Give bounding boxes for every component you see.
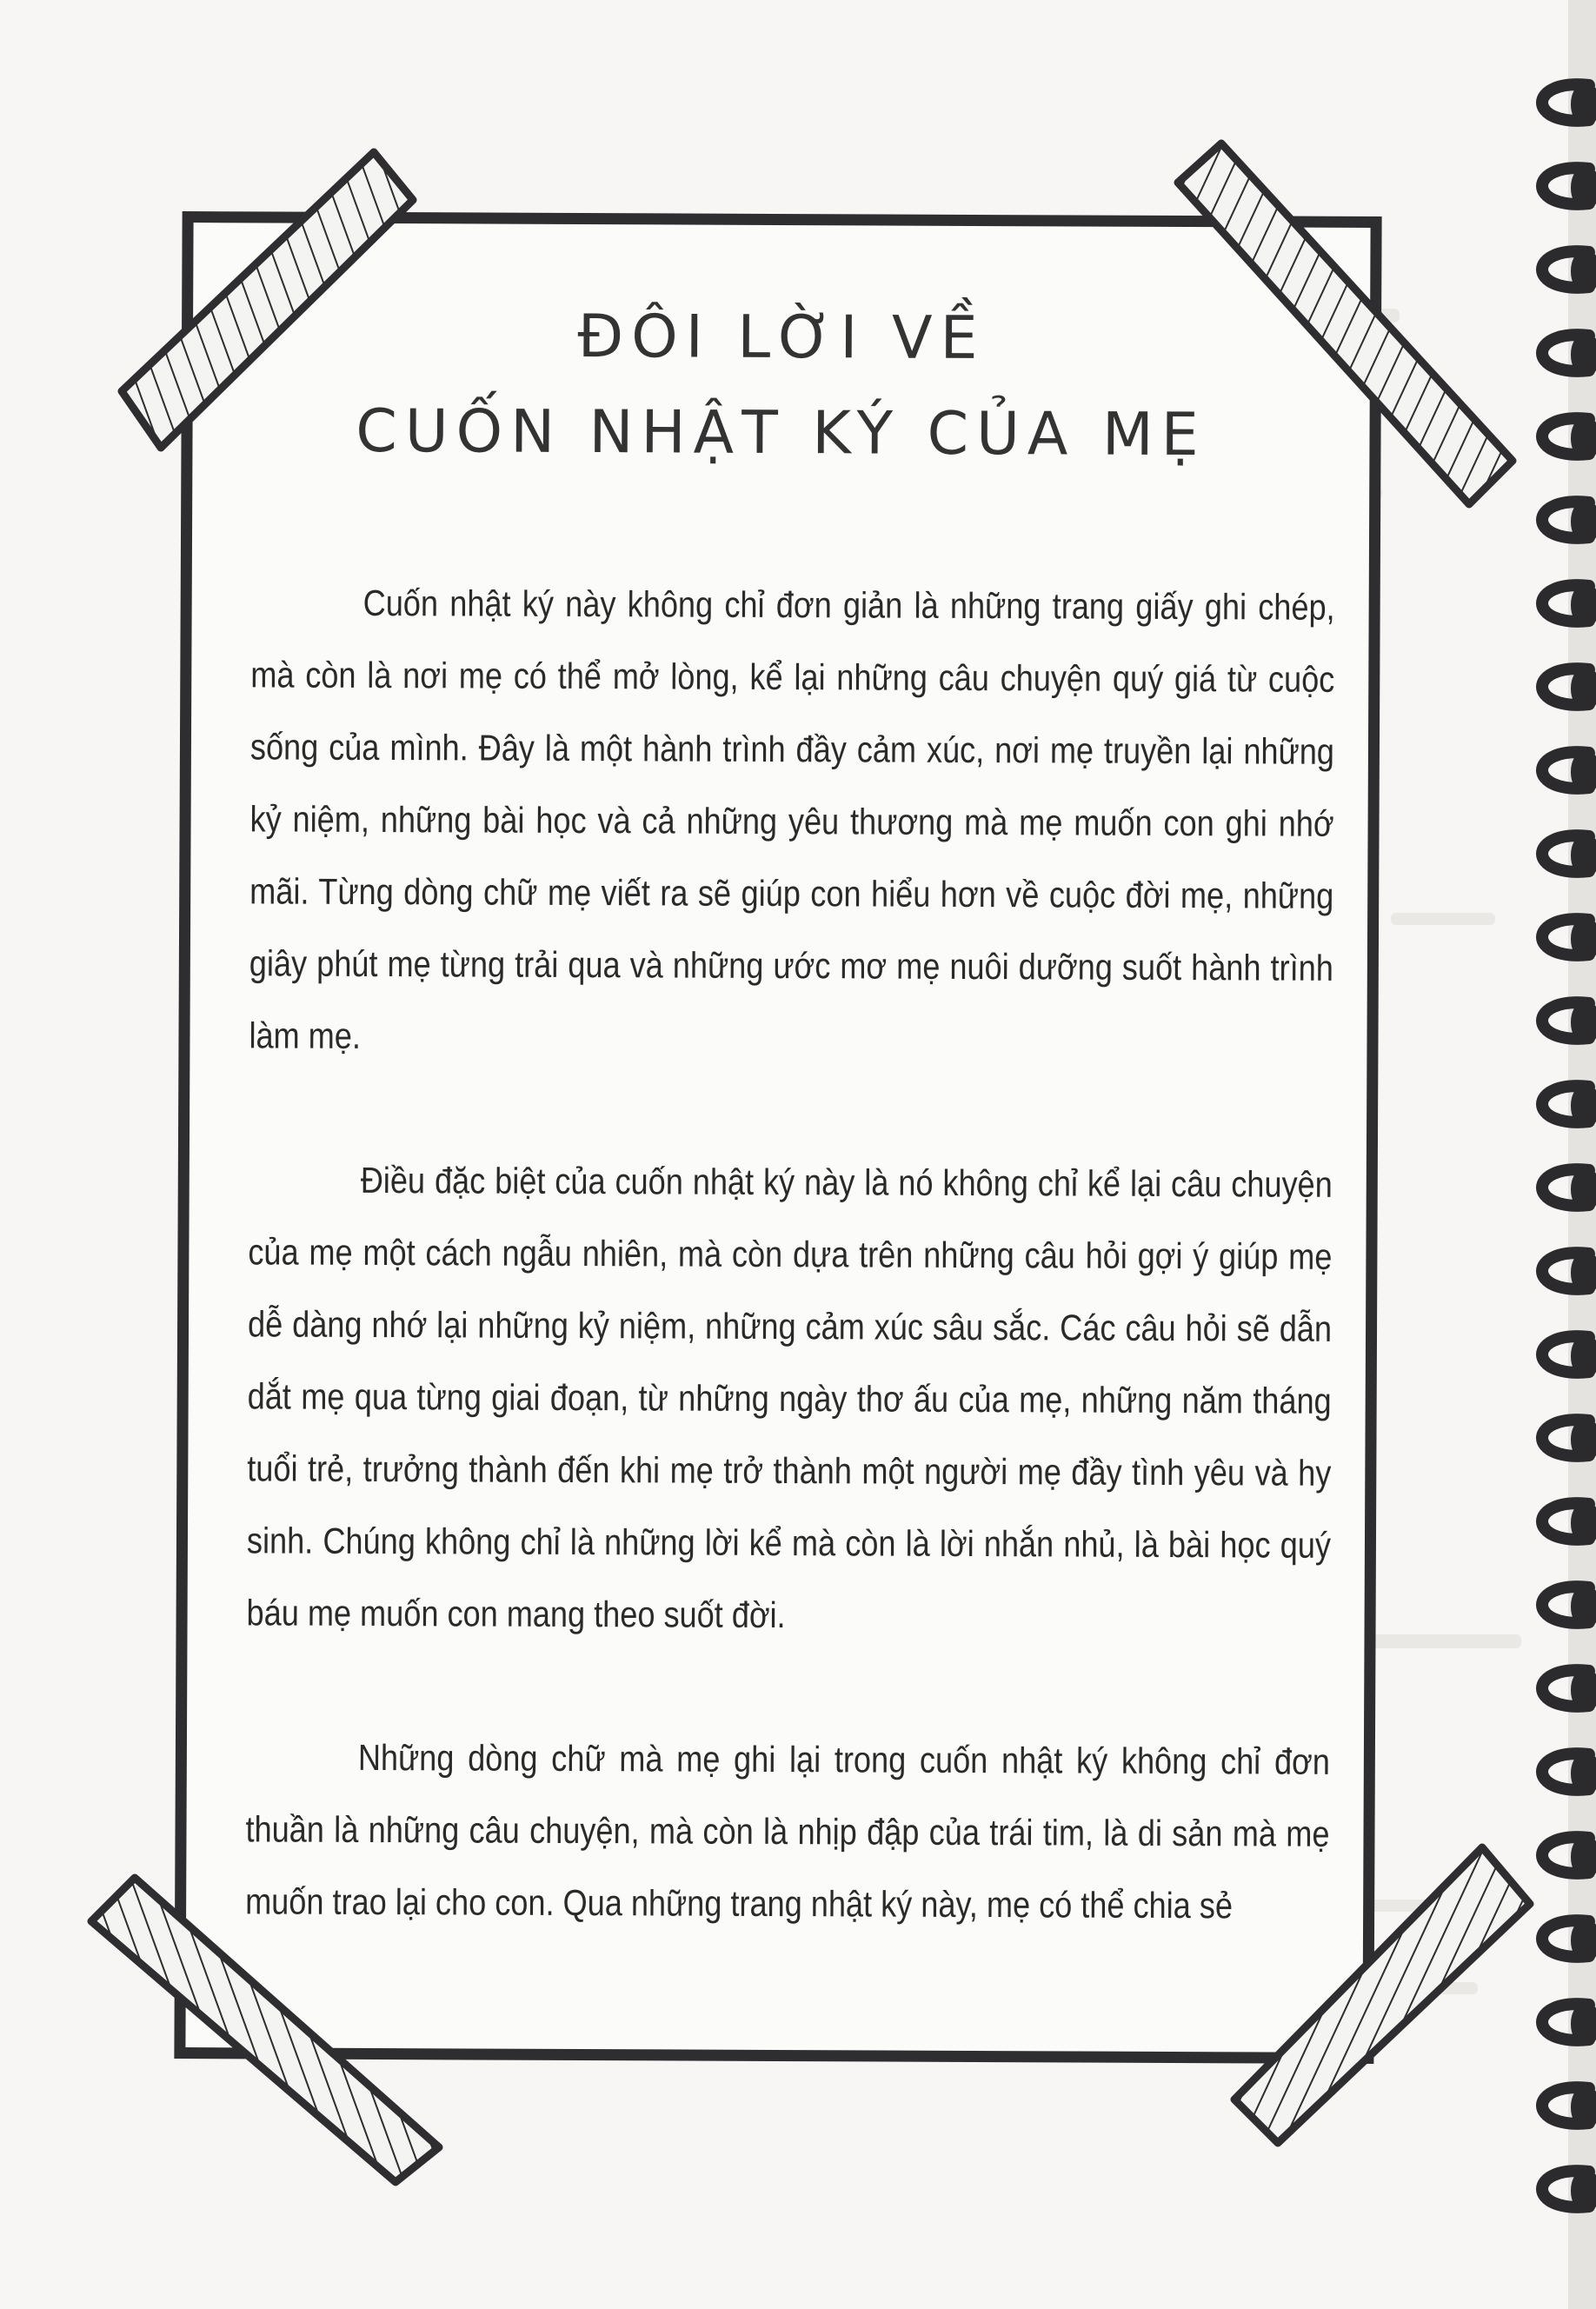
spiral-hole <box>1577 2008 1594 2040</box>
paragraph-1: Cuốn nhật ký này không chỉ đơn giản là những trang giấy ghi chép, mà còn là nơi mẹ có thể mở lòng, kể lại những câu chuyện quý giá từ cuộc sống của mình. Đây là một hành trình đầy cảm xúc, nơi mẹ truyền lại những kỷ niệm, những bài học và cả những yêu thương mà mẹ muốn con ghi nhớ mãi. Từng dòng chữ mẹ viết ra sẽ giúp con hiểu hơn về cuộc đời mẹ, những giây phút mẹ từng trải qua và những ước mơ mẹ nuôi dưỡng suốt hành trình làm mẹ. <box>249 582 1335 1056</box>
spiral-hole <box>1577 1341 1594 1372</box>
spiral-hole <box>1577 1925 1594 1956</box>
spiral-hole <box>1577 1591 1594 1622</box>
spiral-hole <box>1577 673 1594 704</box>
tape-bottom-left-icon <box>83 1860 456 2191</box>
spiral-hole <box>1577 1424 1594 1455</box>
paragraph-3: Những dòng chữ mà mẹ ghi lại trong cuốn nhật ký không chỉ đơn thuần là những câu chuyện, mà còn là nhịp đập của trái tim, là di sản mà mẹ muốn trao lại cho con. Qua những trang nhật ký này, mẹ có thể chia sẻ <box>245 1736 1330 1926</box>
spiral-hole <box>1577 506 1594 537</box>
spiral-hole <box>1577 2092 1594 2123</box>
spiral-hole <box>1577 339 1594 370</box>
tape-top-left-icon <box>104 130 426 478</box>
spiral-hole <box>1577 756 1594 788</box>
spiral-hole <box>1577 1507 1594 1539</box>
spiral-hole <box>1577 172 1594 203</box>
spiral-hole <box>1577 1841 1594 1873</box>
spiral-hole <box>1577 1090 1594 1121</box>
spiral-hole <box>1577 840 1594 871</box>
spiral-hole <box>1577 1007 1594 1038</box>
paragraph-2: Điều đặc biệt của cuốn nhật ký này là nó không chỉ kể lại câu chuyện của mẹ một cách ngẫu nhiên, mà còn dựa trên những câu hỏi gợi ý giúp mẹ dễ dàng nhớ lại những kỷ niệm, những cảm xúc sâu sắc. Các câu hỏi sẽ dẫn dắt mẹ qua từng giai đoạn, từ những ngày thơ ấu của mẹ, những năm tháng tuổi trẻ, trưởng thành đến khi mẹ trở thành một người mẹ đầy tình yêu và hy sinh. Chúng không chỉ là những lời kể mà còn là lời nhắn nhủ, là bài học quý báu mẹ muốn con mang theo suốt đời. <box>246 1159 1333 1636</box>
spiral-hole <box>1577 256 1594 287</box>
spiral-hole <box>1577 1758 1594 1789</box>
spiral-hole <box>1577 2175 1594 2206</box>
spiral-hole <box>1577 1674 1594 1706</box>
spiral-binding-icon <box>1492 0 1596 2309</box>
spiral-hole <box>1577 423 1594 454</box>
body-text <box>245 566 1335 2013</box>
spiral-hole <box>1577 923 1594 955</box>
spiral-hole <box>1577 1257 1594 1288</box>
page-title-line-1: ĐÔI LỜI VỀ <box>577 302 986 374</box>
spiral-hole <box>1577 89 1594 120</box>
spiral-hole <box>1577 1174 1594 1205</box>
page-title-line-2: CUỐN NHẬT KÝ CỦA MẸ <box>356 396 1207 470</box>
spiral-hole <box>1577 589 1594 621</box>
tape-top-right-icon <box>1165 130 1530 539</box>
